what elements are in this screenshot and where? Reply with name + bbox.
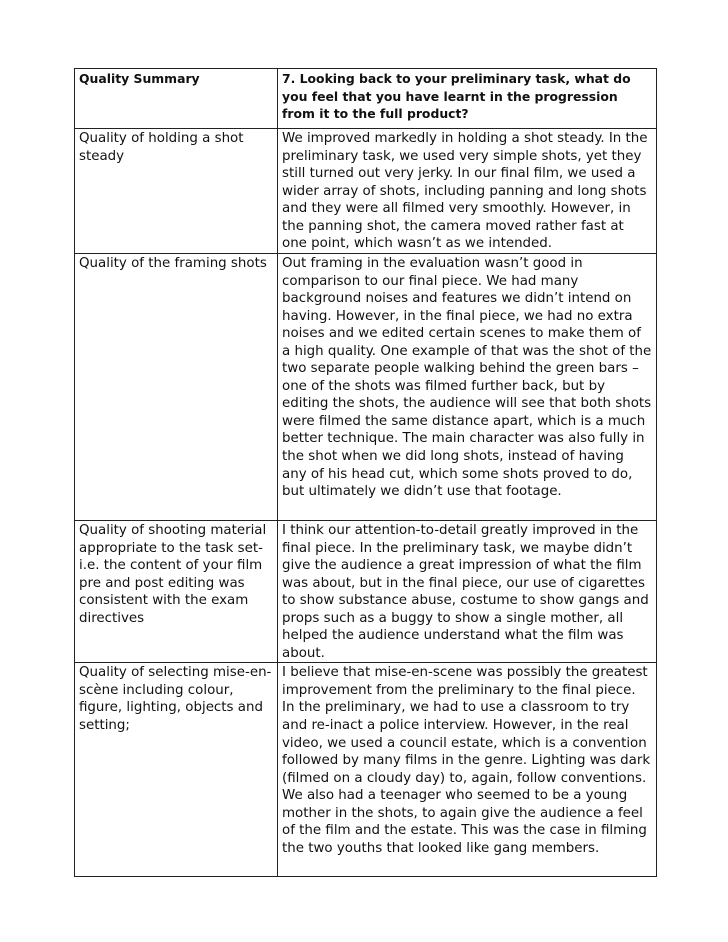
header-question-cell: 7. Looking back to your preliminary task, what do you feel that you have learnt in the progression from it to the full product? [278,69,657,129]
table-row [75,521,657,663]
criterion-cell: Quality of selecting mise-en-scène including colour, figure, lighting, objects and setting; [75,663,278,877]
table-row [75,129,657,254]
criterion-cell: Quality of holding a shot steady [75,129,278,254]
criterion-cell: Quality of the framing shots [75,254,278,521]
response-cell: I think our attention-to-detail greatly improved in the final piece. In the preliminary task, we maybe didn’t give the audience a great impression of what the film was about, but in the final piece, our use of cigarettes to show substance abuse, costume to show gangs and props such as a buggy to show a single mother, all helped the audience understand what the film was about. [278,521,657,663]
table-row [75,663,657,877]
evaluation-table [74,68,657,877]
response-cell: We improved markedly in holding a shot steady. In the preliminary task, we used very simple shots, yet they still turned out very jerky. In our final film, we used a wider array of shots, including panning and long shots and they were all filmed very smoothly. However, in the panning shot, the camera moved rather fast at one point, which wasn’t as we intended. [278,129,657,254]
response-cell: I believe that mise-en-scene was possibly the greatest improvement from the preliminary to the final piece. In the preliminary, we had to use a classroom to try and re-inact a police interview. However, in the real video, we used a council estate, which is a convention followed by many films in the genre. Lighting was dark (filmed on a cloudy day) to, again, follow conventions. We also had a teenager who seemed to be a young mother in the shots, to again give the audience a feel of the film and the estate. This was the case in filming the two youths that looked like gang members. [278,663,657,877]
table-header-row [75,69,657,129]
table-row [75,254,657,521]
header-criterion-cell: Quality Summary [75,69,278,129]
criterion-cell: Quality of shooting material appropriate to the task set- i.e. the content of your film pre and post editing was consistent with the exam directives [75,521,278,663]
response-cell: Out framing in the evaluation wasn’t good in comparison to our final piece. We had many background noises and features we didn’t intend on having. However, in the final piece, we had no extra noises and we edited certain scenes to make them of a high quality. One example of that was the shot of the two separate people walking behind the green bars – one of the shots was filmed further back, but by editing the shots, the audience will see that both shots were filmed the same distance apart, which is a much better technique. The main character was also fully in the shot when we did long shots, instead of having any of his head cut, which some shots proved to do, but ultimately we didn’t use that footage. [278,254,657,521]
